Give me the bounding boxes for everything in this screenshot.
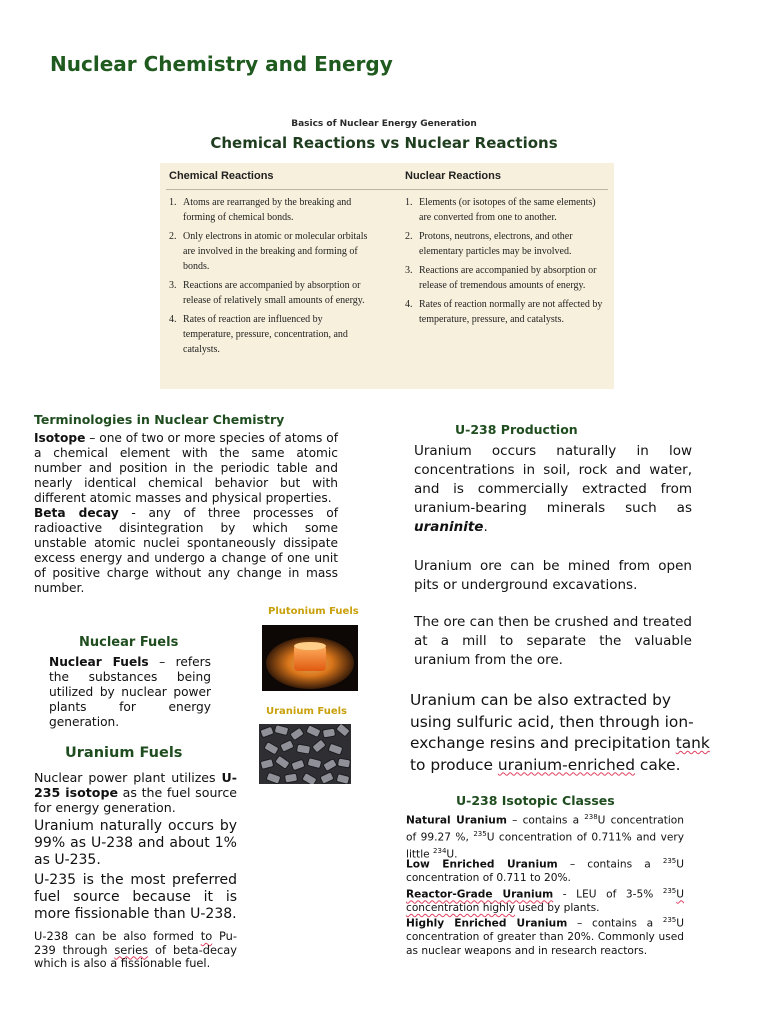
- nuclear-fuels-text: [49, 655, 211, 730]
- uranium-fuels-p1: Nuclear power plant utilizes U-235 isotope as the fuel source for energy generation.: [34, 770, 237, 815]
- spellcheck-word: tank: [675, 734, 710, 752]
- list-item: 1. Elements (or isotopes of the same elements) are converted from one to another.: [405, 197, 596, 223]
- nuc-column-header: Nuclear Reactions: [405, 170, 501, 182]
- highly-enriched-entry: Highly Enriched Uranium – contains a $^{235}$U concentration of greater than 20%. Commonly used as nuclear weapons and in research reactors.: [406, 916, 684, 957]
- isotope-term: Isotope: [34, 431, 86, 445]
- uranium-fuel-image: [259, 724, 351, 784]
- spellcheck-word: to: [200, 929, 213, 943]
- chem-column-header: Chemical Reactions: [169, 170, 274, 182]
- production-p1: Uranium occurs naturally in low concentrations in soil, rock and water, and is commercially extracted from uranium-bearing minerals such as uraninite.: [414, 443, 692, 535]
- comparison-table: [160, 163, 614, 389]
- beta-decay-definition: - any of three processes of radioactive disintegration by which some unstable atomic nuclei spontaneously dissipate excess energy and undergo a change of one unit of positive charge without any change in mass number.: [34, 506, 338, 595]
- reactor-grade-entry: Reactor-Grade Uranium - LEU of 3-5% $^{235}$U concentration highly used by plants.: [406, 887, 684, 915]
- production-p4: Uranium can be also extracted by using sulfuric acid, then through ion-exchange resins and precipitation tank to produce uranium-enriched cake.: [410, 691, 710, 774]
- uranium-fuels-p4: U-238 can be also formed to Pu-239 through series of beta-decay which is also a fissionable fuel.: [34, 929, 237, 971]
- isotopic-classes-heading: U-238 Isotopic Classes: [456, 793, 615, 808]
- list-item: 3. Reactions are accompanied by absorption or release of relatively small amounts of energy.: [169, 280, 365, 306]
- list-item: 4. Rates of reaction are influenced by temperature, pressure, concentration, and catalysts.: [169, 314, 348, 355]
- chem-column: [169, 195, 374, 361]
- production-p2: Uranium ore can be mined from open pits or underground excavations.: [414, 558, 692, 593]
- page-title: Nuclear Chemistry and Energy: [50, 52, 393, 76]
- isotope-definition: – one of two or more species of atoms of a chemical element with the same atomic number and position in the periodic table and nearly identical chemical behavior but with different atomic masses and physical properties.: [34, 431, 338, 505]
- plutonium-fuel-image: [262, 625, 358, 691]
- uranium-fuels-label: Uranium Fuels: [266, 706, 347, 717]
- production-p3: The ore can then be crushed and treated at a mill to separate the valuable uranium from the ore.: [414, 614, 692, 668]
- list-item: 4. Rates of reaction normally are not affected by temperature, pressure, and catalysts.: [405, 299, 603, 325]
- figure-title: Chemical Reactions vs Nuclear Reactions: [210, 134, 558, 152]
- table-divider: [166, 189, 608, 190]
- list-item: 2. Protons, neutrons, electrons, and other elementary particles may be involved.: [405, 231, 573, 257]
- low-enriched-entry: Low Enriched Uranium – contains a $^{235}$U concentration of 0.711 to 20%.: [406, 857, 684, 885]
- list-item: 3. Reactions are accompanied by absorption or release of tremendous amounts of energy.: [405, 265, 597, 291]
- figure-subtitle: Basics of Nuclear Energy Generation: [291, 119, 477, 129]
- uranium-fuels-p3: U-235 is the most preferred fuel source because it is more fissionable than U-238.: [34, 872, 237, 922]
- spellcheck-word: uranium-enriched: [497, 755, 636, 774]
- uranium-fuels-heading: Uranium Fuels: [65, 745, 183, 761]
- terminology-text: [34, 431, 338, 596]
- list-item: 2. Only electrons in atomic or molecular orbitals are involved in the breaking and forming of bonds.: [169, 231, 368, 272]
- spellcheck-word: series: [114, 942, 149, 957]
- natural-uranium-entry: Natural Uranium – contains a $^{238}$U concentration of 99.27 %, $^{235}$U concentration of 0.711% and very little $^{234}$U.: [406, 813, 684, 861]
- nuclear-fuels-term: Nuclear Fuels: [49, 655, 149, 669]
- spellcheck-word: highly: [482, 902, 516, 915]
- production-heading: U-238 Production: [455, 422, 578, 437]
- nuclear-fuels-definition: – refers the substances being utilized by nuclear power plants for energy generation.: [49, 655, 211, 729]
- nuclear-fuels-heading: Nuclear Fuels: [79, 635, 179, 650]
- terminologies-heading: Terminologies in Nuclear Chemistry: [34, 412, 285, 427]
- plutonium-fuels-label: Plutonium Fuels: [268, 606, 359, 617]
- beta-decay-term: Beta decay: [34, 506, 119, 520]
- list-item: 1. Atoms are rearranged by the breaking and forming of chemical bonds.: [169, 197, 352, 223]
- nuc-column: [405, 195, 610, 331]
- uranium-fuels-p2: Uranium naturally occurs by 99% as U-238 and about 1% as U-235.: [34, 818, 237, 868]
